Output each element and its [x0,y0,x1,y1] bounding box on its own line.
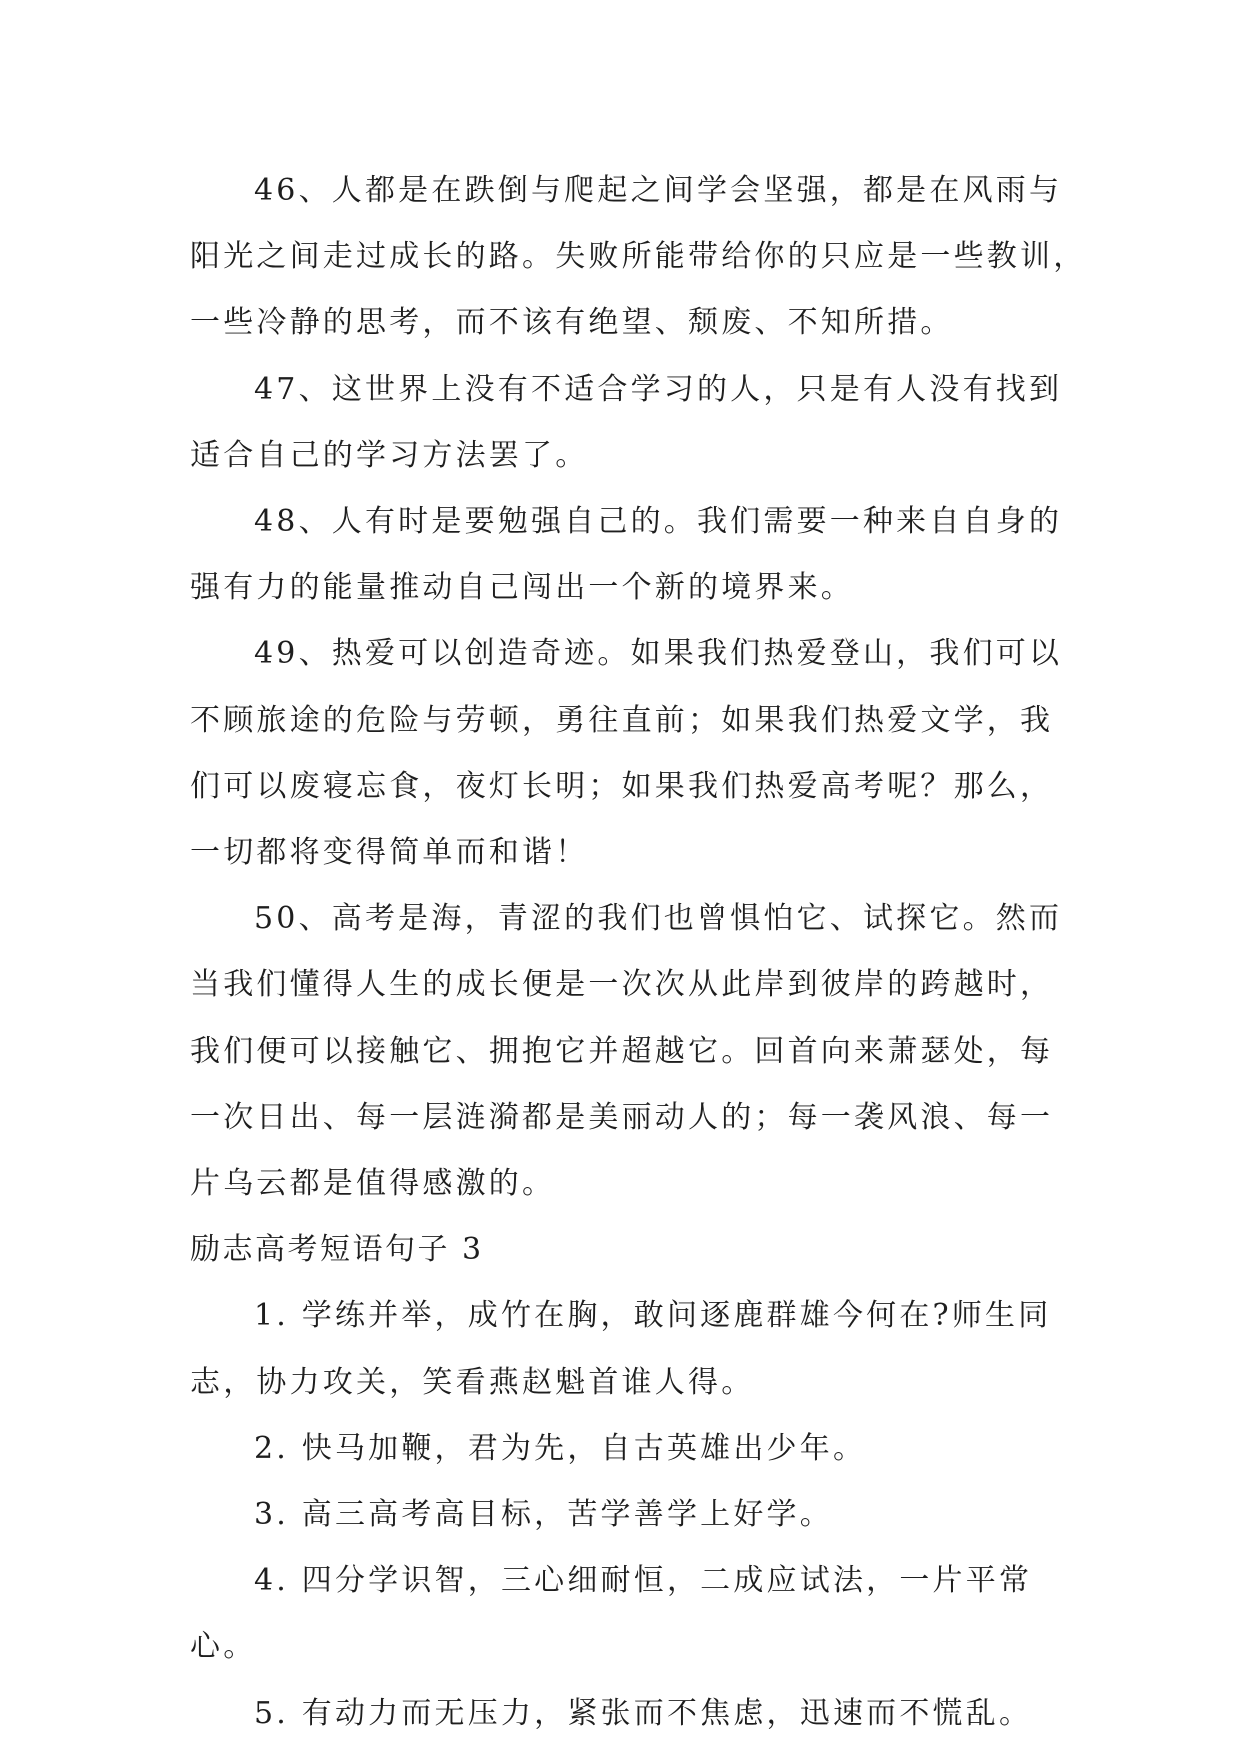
paragraph-line: 49、热爱可以创造奇迹。如果我们热爱登山，我们可以 [254,636,1063,672]
paragraph-line: 心。 [190,1629,257,1665]
paragraph-line: 们可以废寝忘食，夜灯长明；如果我们热爱高考呢？那么， [190,768,1054,804]
paragraph-line: 适合自己的学习方法罢了。 [190,437,589,473]
list-item-1 [190,1283,1090,1415]
paragraph-line: 志，协力攻关，笑看燕赵魁首谁人得。 [190,1364,755,1400]
paragraph-line: 5. 有动力而无压力，紧张而不焦虑，迅速而不慌乱。 [254,1695,1033,1731]
paragraph-line: 4. 四分学识智，三心细耐恒，二成应试法，一片平常 [254,1563,1033,1599]
paragraph-line: 阳光之间走过成长的路。失败所能带给你的只应是一些教训， [190,239,1087,275]
paragraph-line: 当我们懂得人生的成长便是一次次从此岸到彼岸的跨越时， [190,967,1054,1003]
list-item-5 [190,1681,1090,1747]
paragraph-line: 一切都将变得简单而和谐！ [190,835,589,871]
paragraph-line: 1. 学练并举，成竹在胸，敢问逐鹿群雄今何在?师生同 [254,1298,1052,1334]
document-body [190,158,1090,1747]
paragraph-line: 2. 快马加鞭，君为先，自古英雄出少年。 [254,1430,867,1466]
paragraph-line: 我们便可以接触它、拥抱它并超越它。回首向来萧瑟处，每 [190,1033,1054,1069]
paragraph-line: 一些冷静的思考，而不该有绝望、颓废、不知所措。 [190,305,954,341]
section-heading [190,1217,1090,1283]
paragraph-48 [190,489,1090,621]
paragraph-line: 强有力的能量推动自己闯出一个新的境界来。 [190,570,854,606]
paragraph-47 [190,357,1090,489]
list-item-2 [190,1416,1090,1482]
paragraph-49 [190,621,1090,886]
list-item-3 [190,1482,1090,1548]
paragraph-line: 48、人有时是要勉强自己的。我们需要一种来自自身的 [254,504,1063,540]
paragraph-line: 一次日出、每一层涟漪都是美丽动人的；每一袭风浪、每一 [190,1099,1054,1135]
list-item-4 [190,1548,1090,1680]
paragraph-50 [190,886,1090,1217]
paragraph-line: 3. 高三高考高目标，苦学善学上好学。 [254,1497,833,1533]
paragraph-line: 片乌云都是值得感激的。 [190,1166,556,1202]
paragraph-46 [190,158,1090,357]
section-heading-text: 励志高考短语句子 3 [190,1232,484,1268]
paragraph-line: 47、这世界上没有不适合学习的人，只是有人没有找到 [254,371,1063,407]
paragraph-line: 50、高考是海，青涩的我们也曾惧怕它、试探它。然而 [254,901,1063,937]
paragraph-line: 46、人都是在跌倒与爬起之间学会坚强，都是在风雨与 [254,173,1063,208]
paragraph-line: 不顾旅途的危险与劳顿，勇往直前；如果我们热爱文学，我 [190,702,1054,738]
